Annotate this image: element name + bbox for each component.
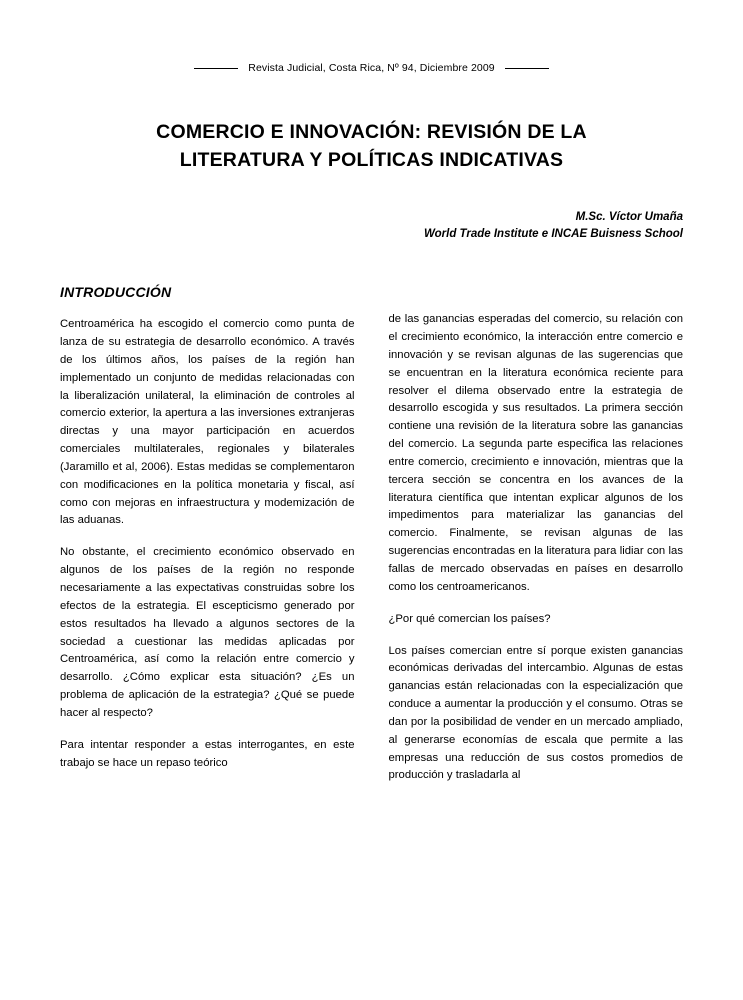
- subsection-question: ¿Por qué comercian los países?: [388, 612, 551, 625]
- left-column: [60, 284, 355, 785]
- column-top-spacer: [389, 284, 684, 311]
- byline: [60, 209, 683, 245]
- running-head-text: Revista Judicial, Costa Rica, Nº 94, Diciembre 2009: [248, 62, 495, 74]
- byline-affiliation: World Trade Institute e INCAE Buisness School: [423, 228, 683, 241]
- running-head-rule-left: [194, 68, 238, 69]
- running-head-rule-right: [505, 68, 549, 69]
- paragraph: Los países comercian entre sí porque existen ganancias económicas derivadas del intercambio. Algunas de estas ganancias están relacionadas con la especialización que conduce a aumentar la producción y el consumo. Otras se dan por la posibilidad de vender en un mercado ampliado, al generarse economías de escala que permite a las empresas una reducción de sus costos promedios de producción y trasladarla al: [388, 644, 683, 782]
- paragraph: de las ganancias esperadas del comercio, su relación con el crecimiento económico, la interacción entre comercio e innovación y se revisan algunas de las sugerencias que se encuentran en la literatura económica reciente para resolver el dilema observado entre la estrategia de desarrollo escogida y sus resultados. La primera sección contiene una revisión de la literatura sobre las ganancias del comercio. La segunda parte especifica las relaciones entre comercio, crecimiento e innovación, mientras que la tercera sección se concentra en los avances de la literatura científica que intentan explicar algunos de los impedimentos para materializar las ganancias del comercio. Finalmente, se revisan algunas de las sugerencias encontradas en la literatura para lidiar con las fallas de mercado observadas en países en desarrollo como los centroamericanos.: [388, 313, 683, 593]
- title-line-2: LITERATURA Y POLÍTICAS INDICATIVAS: [179, 149, 564, 172]
- title-line-1: COMERCIO E INNOVACIÓN: REVISIÓN DE LA: [156, 121, 587, 143]
- page-title: [84, 118, 659, 175]
- running-head: [60, 62, 683, 74]
- section-heading-introduccion: INTRODUCCIÓN: [60, 284, 172, 301]
- paragraph: Para intentar responder a estas interrogantes, en este trabajo se hace un repaso teórico: [60, 738, 355, 769]
- paragraph: No obstante, el crecimiento económico observado en algunos de los países de la región no responde necesariamente a las expectativas construidas sobre los efectos de la estrategia. El escepticismo generado por estos resultados ha llevado a algunos sectores de la sociedad a cuestionar las medidas aplicadas por Centroamérica, así como la relación entre comercio y desarrollo. ¿Cómo explicar esta situación? ¿Es un problema de aplicación de la estrategia? ¿Qué se puede hacer al respecto?: [60, 546, 355, 719]
- two-column-body: [60, 284, 683, 785]
- paragraph: Centroamérica ha escogido el comercio como punta de lanza de su estrategia de desarrollo económico. A través de los últimos años, los países de la región han implementado un conjunto de medidas relacionadas con la liberalización unilateral, la eliminación de controles al comercio exterior, la apertura a las inversiones extranjeras directas y una mayor participación en acuerdos comerciales multilaterales, regionales y bilaterales (Jaramillo et al, 2006). Estas medidas se complementaron con modificaciones en la política monetaria y fiscal, así como con mejoras en infraestructura y modemización de las aduanas.: [60, 318, 355, 527]
- right-column: [389, 284, 684, 785]
- byline-author: M.Sc. Víctor Umaña: [575, 210, 683, 223]
